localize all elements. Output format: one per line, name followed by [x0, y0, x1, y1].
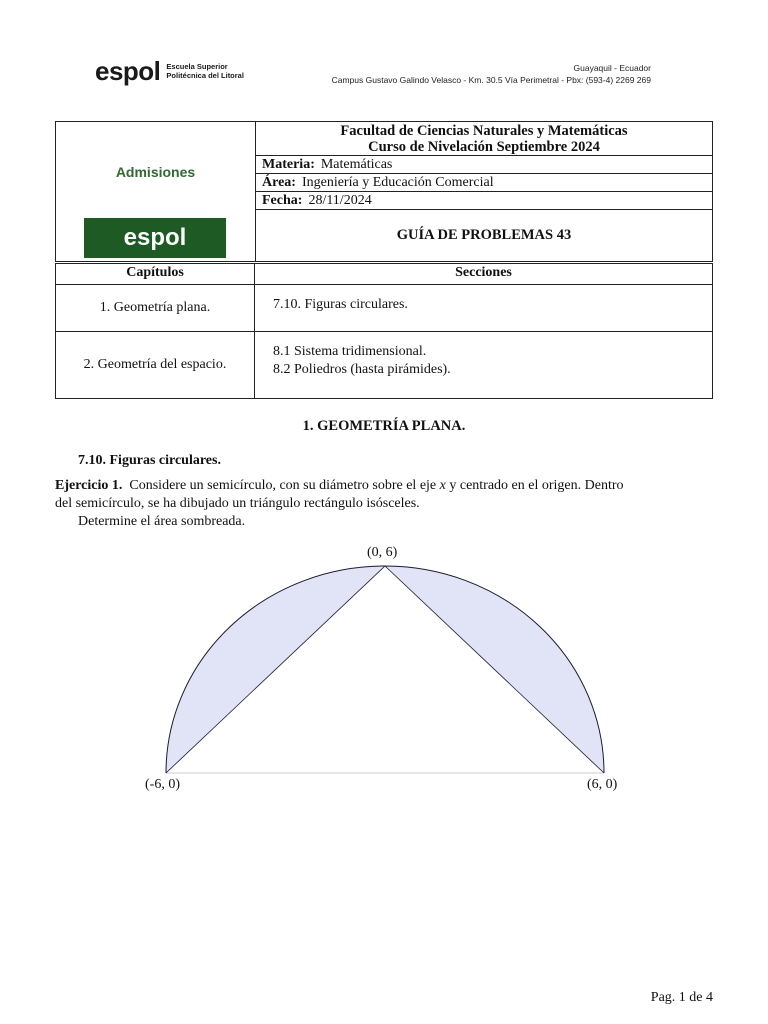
- logo-sub-line1: Escuela Superior: [166, 62, 228, 71]
- chapter-cell: 2. Geometría del espacio.: [56, 332, 255, 398]
- chapter-cell: 1. Geometría plana.: [56, 284, 255, 331]
- fecha-value: 28/11/2024: [308, 193, 372, 208]
- point-label-left: (-6, 0): [145, 777, 180, 792]
- guide-title: GUÍA DE PROBLEMAS 43: [396, 227, 572, 243]
- materia-label: Materia:: [262, 157, 315, 172]
- point-label-right: (6, 0): [587, 777, 618, 792]
- exercise-text-b: y centrado en el origen. Dentro: [445, 478, 624, 493]
- admisiones-label: Admisiones: [115, 164, 196, 180]
- green-logo-text: espol: [123, 224, 187, 251]
- course-title: Curso de Nivelación Septiembre 2024: [368, 139, 600, 155]
- fecha-label: Fecha:: [262, 193, 303, 208]
- section-title: 1. GEOMETRÍA PLANA.: [302, 418, 466, 434]
- exercise-line-2: del semicírculo, se ha dibujado un triángulo rectángulo isósceles.: [55, 496, 420, 511]
- logo-sub-line2: Politécnica del Litoral: [166, 71, 244, 80]
- exercise-line-3: Determine el área sombreada.: [78, 514, 246, 529]
- faculty-title: Facultad de Ciencias Naturales y Matemáticas: [340, 123, 628, 139]
- exercise-text-a: Considere un semicírculo, con su diámetro sobre el eje: [129, 478, 440, 493]
- page-number: Pag. 1 de 4: [650, 990, 713, 1005]
- area-value: Ingeniería y Educación Comercial: [301, 175, 494, 190]
- exercise-label: Ejercicio 1.: [55, 478, 123, 493]
- exercise-variable: x: [439, 478, 446, 493]
- section-item: 7.10. Figuras circulares.: [273, 297, 408, 312]
- section-item: 8.1 Sistema tridimensional.: [273, 344, 427, 359]
- subsection-title: 7.10. Figuras circulares.: [78, 453, 221, 468]
- area-label: Área:: [262, 175, 296, 190]
- materia-value: Matemáticas: [320, 157, 393, 172]
- header-location: Guayaquil - Ecuador: [573, 63, 651, 73]
- point-label-top: (0, 6): [367, 545, 398, 560]
- header-sections: Secciones: [455, 265, 512, 280]
- logo-wordmark: espol: [95, 56, 161, 86]
- section-item: 8.2 Poliedros (hasta pirámides).: [273, 362, 451, 377]
- header-address: Campus Gustavo Galindo Velasco - Km. 30.5 Vía Perimetral - Pbx: (593-4) 2269 269: [331, 75, 651, 85]
- header-chapters: Capítulos: [56, 264, 255, 284]
